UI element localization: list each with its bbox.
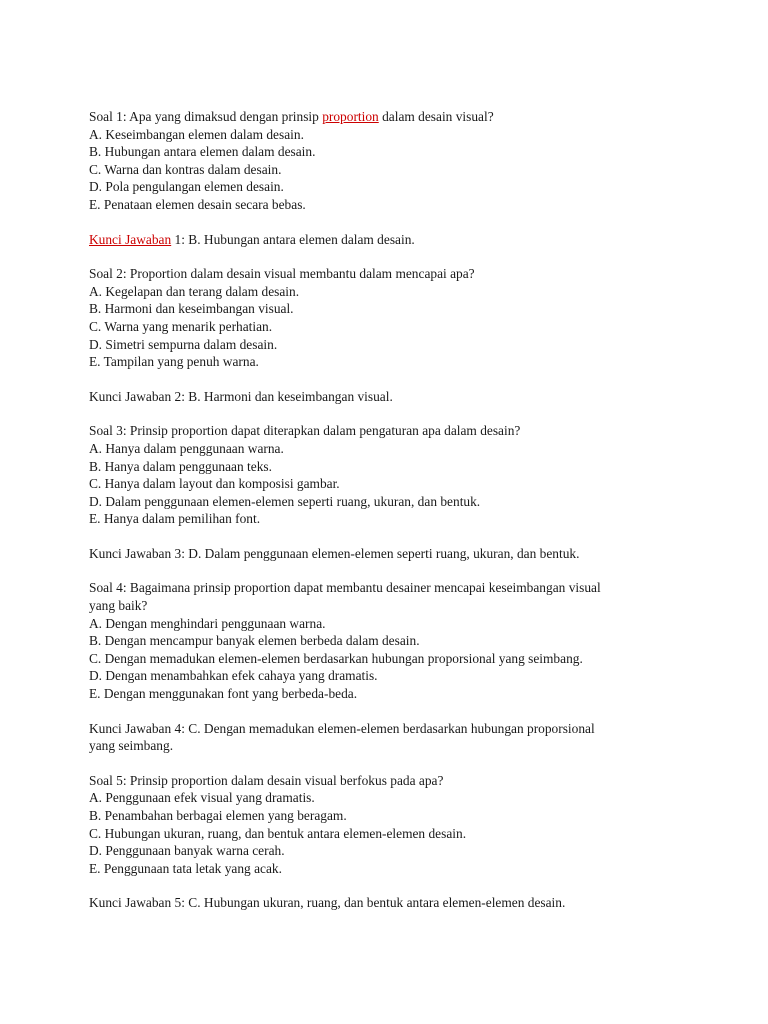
answer-1-text: 1: B. Hubungan antara elemen dalam desain. bbox=[171, 231, 415, 247]
answer-5: Kunci Jawaban 5: C. Hubungan ukuran, ruang, dan bentuk antara elemen-elemen desain. bbox=[89, 895, 566, 911]
question-4-option-e: E. Dengan menggunakan font yang berbeda-beda. bbox=[89, 686, 358, 702]
question-2-option-c: C. Warna yang menarik perhatian. bbox=[89, 318, 273, 334]
question-4-option-c: C. Dengan memadukan elemen-elemen berdasarkan hubungan proporsional yang seimbang. bbox=[89, 650, 583, 666]
question-2-option-e: E. Tampilan yang penuh warna. bbox=[89, 354, 259, 370]
question-4-line-2: yang baik? bbox=[89, 598, 148, 614]
question-3: Soal 3: Prinsip proportion dapat diterapkan dalam pengaturan apa dalam desain? bbox=[89, 423, 521, 439]
question-1-option-b: B. Hubungan antara elemen dalam desain. bbox=[89, 144, 316, 160]
question-1 bbox=[89, 108, 689, 126]
question-1-option-e: E. Penataan elemen desain secara bebas. bbox=[89, 196, 306, 212]
question-5-option-c: C. Hubungan ukuran, ruang, dan bentuk antara elemen-elemen desain. bbox=[89, 825, 467, 841]
spacer bbox=[89, 562, 689, 579]
document-page bbox=[89, 108, 689, 912]
question-5-option-d: D. Penggunaan banyak warna cerah. bbox=[89, 843, 285, 859]
question-1-prefix: Soal 1: Apa yang dimaksud dengan prinsip bbox=[89, 109, 323, 124]
question-4-line-1: Soal 4: Bagaimana prinsip proportion dapat membantu desainer mencapai keseimbangan visual bbox=[89, 580, 601, 596]
question-4-option-a: A. Dengan menghindari penggunaan warna. bbox=[89, 615, 326, 631]
question-3-option-c: C. Hanya dalam layout dan komposisi gambar. bbox=[89, 476, 340, 492]
spacer bbox=[89, 528, 689, 545]
question-5-option-a: A. Penggunaan efek visual yang dramatis. bbox=[89, 790, 315, 806]
question-3-option-d: D. Dalam penggunaan elemen-elemen seperti ruang, ukuran, dan bentuk. bbox=[89, 493, 481, 509]
answer-3: Kunci Jawaban 3: D. Dalam penggunaan elemen-elemen seperti ruang, ukuran, dan bentuk. bbox=[89, 545, 580, 561]
question-2: Soal 2: Proportion dalam desain visual membantu dalam mencapai apa? bbox=[89, 266, 475, 282]
answer-1 bbox=[89, 231, 689, 249]
question-1-suffix: dalam desain visual? bbox=[378, 109, 494, 124]
question-5-option-e: E. Penggunaan tata letak yang acak. bbox=[89, 860, 282, 876]
question-2-option-a: A. Kegelapan dan terang dalam desain. bbox=[89, 283, 300, 299]
spacer bbox=[89, 405, 689, 422]
question-3-option-b: B. Hanya dalam penggunaan teks. bbox=[89, 458, 272, 474]
spacer bbox=[89, 755, 689, 772]
question-2-option-d: D. Simetri sempurna dalam desain. bbox=[89, 336, 278, 352]
spacer bbox=[89, 877, 689, 894]
question-1-option-c: C. Warna dan kontras dalam desain. bbox=[89, 161, 282, 177]
question-5: Soal 5: Prinsip proportion dalam desain visual berfokus pada apa? bbox=[89, 772, 444, 788]
spacer bbox=[89, 214, 689, 231]
answer-4-line-2: yang seimbang. bbox=[89, 738, 174, 754]
question-2-option-b: B. Harmoni dan keseimbangan visual. bbox=[89, 301, 294, 317]
spellcheck-word-kunci-jawaban[interactable]: Kunci Jawaban bbox=[89, 231, 172, 247]
question-3-option-e: E. Hanya dalam pemilihan font. bbox=[89, 511, 261, 527]
question-1-option-a: A. Keseimbangan elemen dalam desain. bbox=[89, 126, 304, 142]
question-3-option-a: A. Hanya dalam penggunaan warna. bbox=[89, 440, 284, 456]
spacer bbox=[89, 248, 689, 265]
spacer bbox=[89, 371, 689, 388]
answer-2: Kunci Jawaban 2: B. Harmoni dan keseimbangan visual. bbox=[89, 388, 393, 404]
spacer bbox=[89, 703, 689, 720]
question-5-option-b: B. Penambahan berbagai elemen yang beragam. bbox=[89, 808, 347, 823]
answer-4-line-1: Kunci Jawaban 4: C. Dengan memadukan elemen-elemen berdasarkan hubungan proporsional bbox=[89, 720, 595, 736]
question-4-option-b: B. Dengan mencampur banyak elemen berbeda dalam desain. bbox=[89, 633, 420, 649]
question-4-option-d: D. Dengan menambahkan efek cahaya yang dramatis. bbox=[89, 668, 378, 684]
question-1-option-d: D. Pola pengulangan elemen desain. bbox=[89, 179, 284, 195]
spellcheck-word-proportion[interactable]: proportion bbox=[322, 109, 379, 124]
